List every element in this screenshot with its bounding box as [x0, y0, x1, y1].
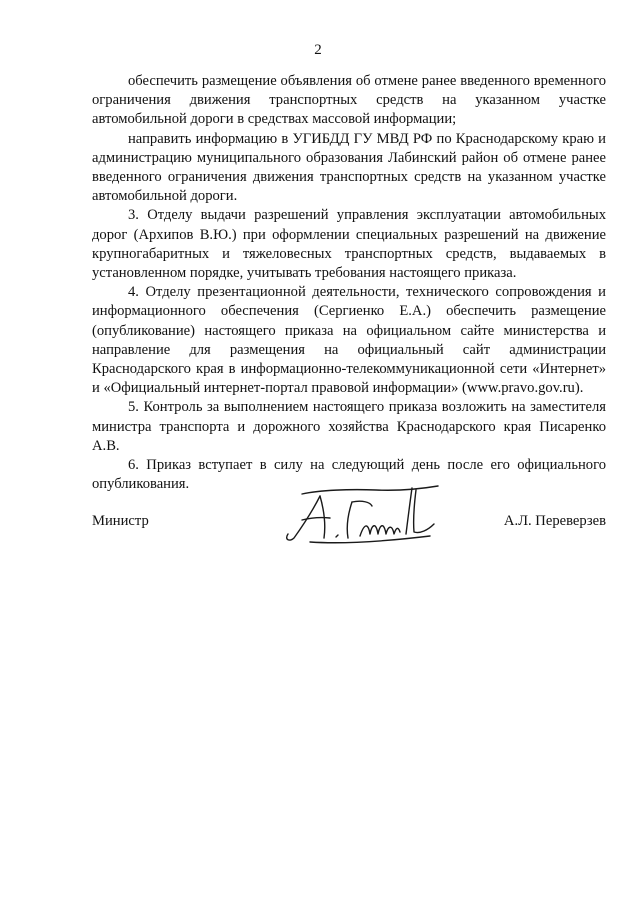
handwritten-signature-icon	[280, 480, 445, 546]
signatory-position: Министр	[92, 513, 149, 529]
paragraph-publish-announcement: обеспечить размещение объявления об отмене ранее введенного временного ограничения движения транспортных средств на указанном участке автомобильной дороги в средствах массовой информации;	[92, 73, 606, 128]
signatory-name: А.Л. Переверзев	[503, 513, 606, 529]
order-body	[92, 72, 606, 494]
signature-block	[92, 480, 606, 550]
paragraph-send-information: направить информацию в УГИБДД ГУ МВД РФ по Краснодарскому краю и администрацию муниципального образования Лабинский район об отмене ранее введенного ограничения движения транспортных средств на указанном участке автомобильной дороги.	[92, 130, 606, 205]
paragraph-item-5: 5. Контроль за выполнением настоящего приказа возложить на заместителя министра транспорта и дорожного хозяйства Краснодарского края Писаренко А.В.	[92, 399, 606, 454]
paragraph-item-6: 6. Приказ вступает в силу на следующий день после его официального опубликования.	[92, 457, 606, 493]
page-number: 2	[314, 42, 322, 58]
paragraph-item-4: 4. Отделу презентационной деятельности, технического сопровождения и информационного обеспечения (Сергиенко Е.А.) обеспечить размещение (опубликование) настоящего приказа на официальном сайте министерства и направление для размещения на официальный сайт администрации Краснодарского края в информационно-телекоммуникационной сети «Интернет» и «Официальный интернет-портал правовой информации» (www.pravo.gov.ru).	[92, 284, 606, 397]
paragraph-item-3: 3. Отделу выдачи разрешений управления эксплуатации автомобильных дорог (Архипов В.Ю.) при оформлении специальных разрешений на движение крупногабаритных и тяжеловесных транспортных средств, выдаваемых в установленном порядке, учитывать требования настоящего приказа.	[92, 207, 606, 282]
